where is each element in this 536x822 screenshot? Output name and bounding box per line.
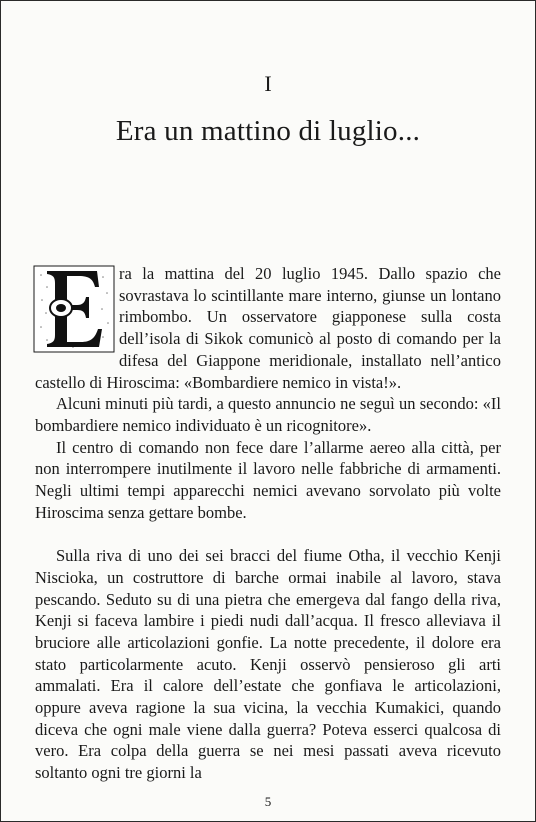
paragraph-1-text: Dallo spazio che sovrastava lo scintillante mare interno, giunse un lontano rimbombo. Un osservatore giapponese sulla costa dell’isola di Sikok comunicò al posto di comando per la difesa del Giappone meridionale, installato nell’antico castello di Hiroscima: «Bombardiere nemico in vista!».	[35, 264, 501, 392]
chapter-title: Era un mattino di luglio...	[115, 115, 421, 147]
page-number: 5	[264, 794, 272, 809]
paragraph-4: Sulla riva di uno dei sei bracci del fiume Otha, il vecchio Kenji Niscioka, un costruttore di barche ormai inabile al lavoro, stava pescando. Seduto su di una pietra che emergeva dal fango della riva, Kenji si faceva lambire i piedi nudi dall’acqua. Il fresco alleviava il bruciore alle articolazioni gonfie. La notte precedente, il dolore era stato particolarmente acuto. Kenji osservò pensieroso gli arti ammalati. Era il calore dell’estate che gonfiava le articolazioni, oppure aveva ragione la sua vicina, la vecchia Kumakici, quando diceva che ogni male viene dalla guerra? Poteva esserci qualcosa di vero. Era colpa della guerra se nei mesi passati aveva ricevuto soltanto ogni tre giorni la	[35, 546, 501, 783]
chapter-number: I	[264, 71, 272, 96]
paragraph-2: Alcuni minuti più tardi, a questo annuncio ne seguì un secondo: «Il bombardiere nemico individuato è un ricognitore».	[35, 394, 501, 435]
dropcap-ornament	[33, 265, 115, 353]
chapter-body	[35, 263, 501, 784]
paragraph-3: Il centro di comando non fece dare l’allarme aereo alla città, per non interrompere inutilmente il lavoro nelle fabbriche di armamenti. Negli ultimi tempi apparecchi nemici avevano sorvolato più volte Hiroscima senza gettare bombe.	[35, 437, 501, 522]
paragraph-1-lead: ra la mattina del 20 luglio 1945.	[119, 264, 369, 283]
paragraph-1	[35, 263, 501, 393]
